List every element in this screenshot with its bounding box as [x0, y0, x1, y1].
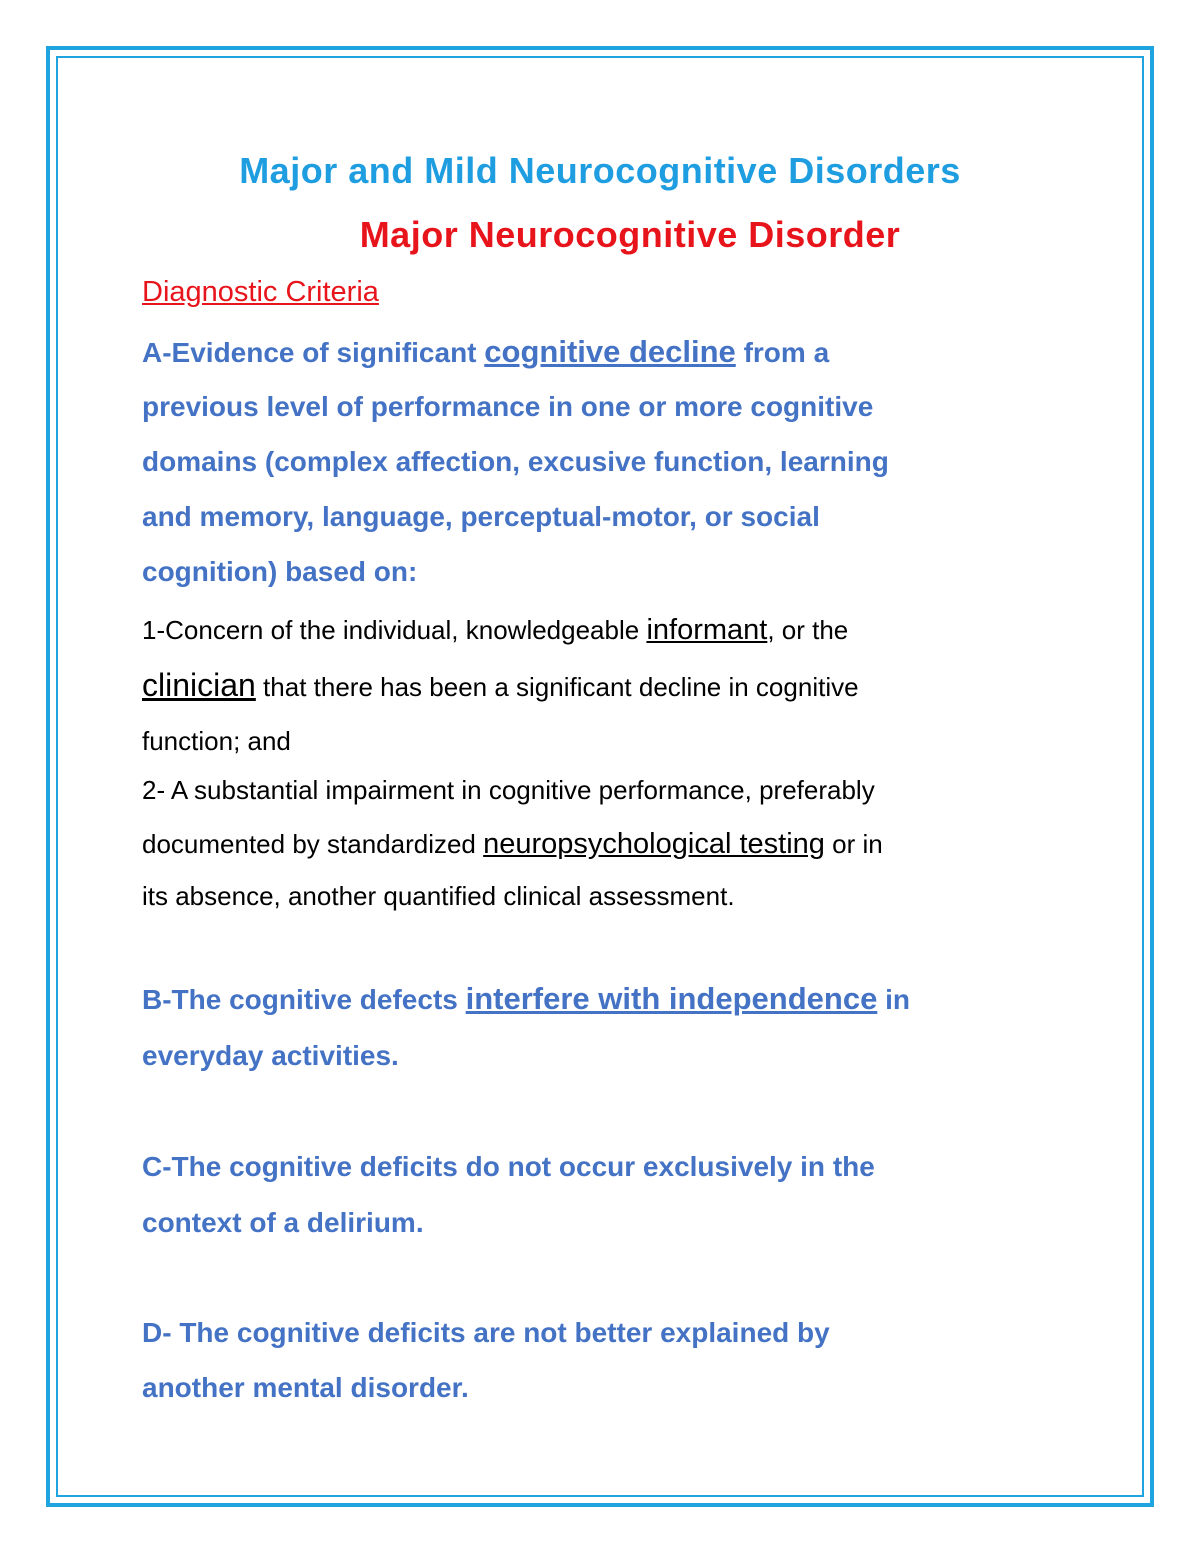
item-2-line-1: 2- A substantial impairment in cognitive performance, preferably [142, 775, 875, 805]
item-2-text: or in [824, 829, 883, 859]
criterion-a-line-4: and memory, language, perceptual-motor, or social [142, 501, 820, 532]
item-1-text: 1-Concern of the individual, knowledgeable [142, 615, 647, 645]
criterion-a-line-3: domains (complex affection, excusive function, learning [142, 446, 889, 477]
document-subtitle: Major Neurocognitive Disorder [359, 214, 901, 255]
criterion-d-line-2: another mental disorder. [142, 1372, 469, 1403]
criterion-a-line-5: cognition) based on: [142, 556, 418, 587]
informant-term: informant [646, 614, 768, 646]
criterion-a-line-1 [142, 334, 829, 370]
item-1-line-2 [142, 667, 859, 704]
criterion-a-text: from a [735, 337, 830, 368]
criterion-c-line-1: C-The cognitive deficits do not occur exclusively in the [142, 1151, 875, 1182]
criterion-a-text: A-Evidence of significant [142, 337, 485, 368]
criterion-b-text: in [877, 984, 910, 1015]
item-1-text: , or the [767, 615, 849, 645]
document-title: Major and Mild Neurocognitive Disorders [239, 150, 961, 191]
clinician-term: clinician [142, 667, 256, 703]
criterion-b-line-2: everyday activities. [142, 1040, 399, 1071]
criterion-c-line-2: context of a delirium. [142, 1207, 424, 1238]
interfere-with-independence-term: interfere with independence [465, 981, 878, 1016]
item-2-line-2 [142, 828, 883, 861]
item-1-text: that there has been a significant decline in cognitive [255, 672, 859, 702]
criterion-b-text: B-The cognitive defects [142, 984, 466, 1015]
section-heading: Diagnostic Criteria [142, 276, 379, 308]
neuropsychological-testing-term: neuropsychological testing [483, 828, 825, 860]
criterion-b-line-1 [142, 981, 910, 1017]
item-1-line-3: function; and [142, 726, 291, 756]
criterion-a-line-2: previous level of performance in one or more cognitive [142, 391, 874, 422]
item-2-line-3: its absence, another quantified clinical assessment. [142, 881, 735, 911]
item-1-line-1 [142, 614, 848, 647]
cognitive-decline-term: cognitive decline [484, 334, 736, 369]
item-2-text: documented by standardized [142, 829, 484, 859]
criterion-d-line-1: D- The cognitive deficits are not better explained by [142, 1317, 830, 1348]
